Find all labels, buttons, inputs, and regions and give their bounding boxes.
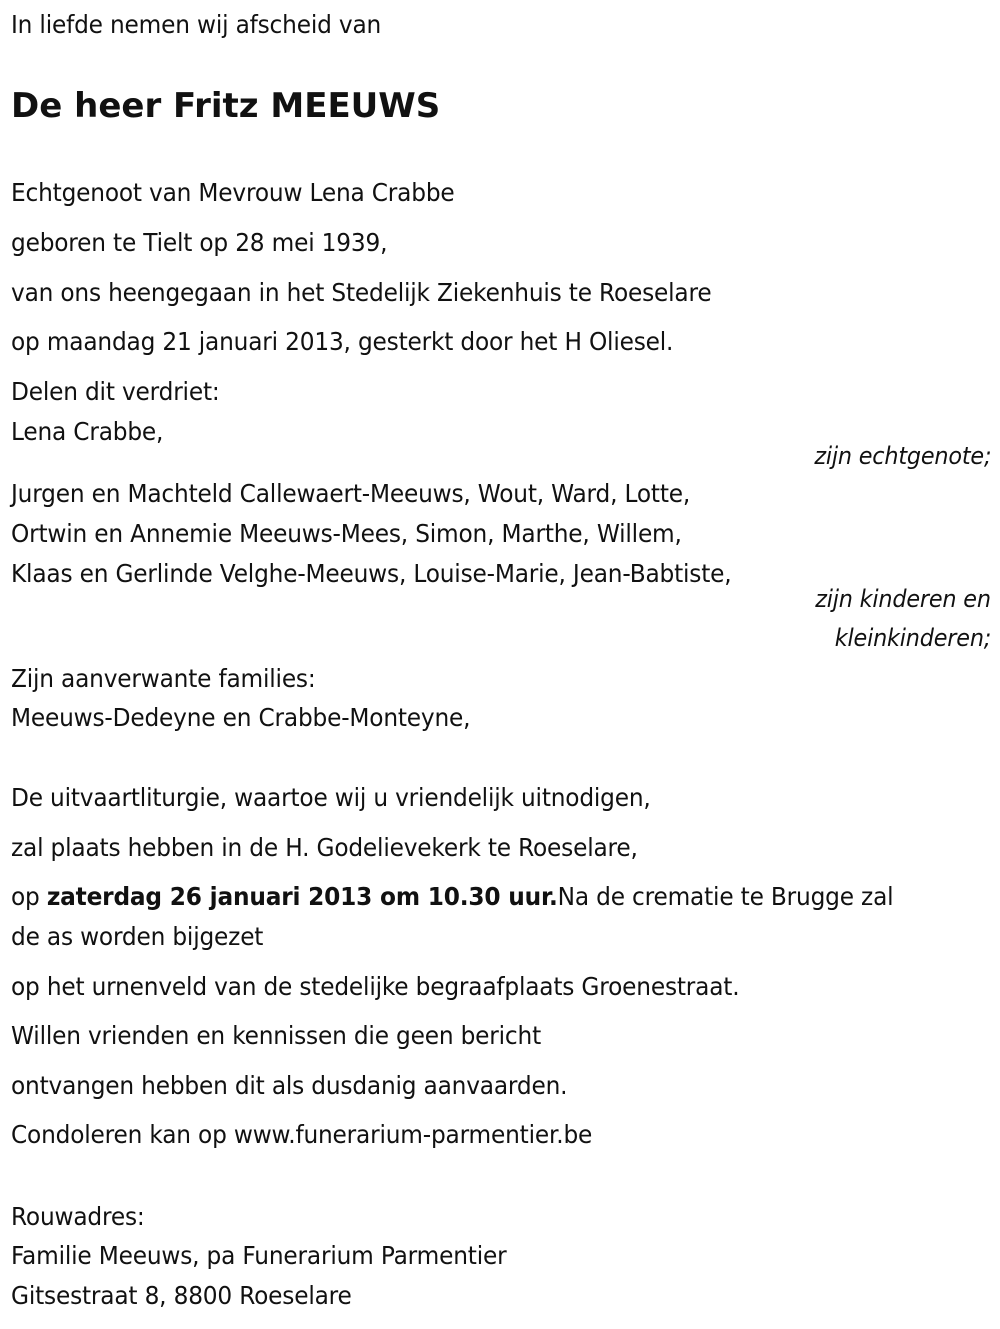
mourners-heading: Delen dit verdriet: [11, 377, 220, 406]
funeral-datetime: zaterdag 26 januari 2013 om 10.30 uur. [46, 882, 558, 911]
families-heading: Zijn aanverwante families: [11, 664, 316, 693]
deceased-name-title: De heer Fritz MEEUWS [11, 86, 441, 126]
children-role: zijn kinderen en [815, 585, 991, 613]
spouse-role: zijn echtgenote; [814, 442, 991, 470]
funeral-datetime-line [11, 882, 893, 912]
funeral-line: zal plaats hebben in de H. Godelievekerk te Roeselare, [11, 833, 638, 862]
condolence-prefix: Condoleren kan op [11, 1120, 234, 1149]
address-line: Familie Meeuws, pa Funerarium Parmentier [11, 1241, 507, 1270]
condolence-link[interactable]: www.funerarium-parmentier.be [233, 1120, 593, 1149]
funeral-line: op het urnenveld van de stedelijke begraafplaats Groenestraat. [11, 972, 740, 1001]
funeral-prefix: op [11, 882, 47, 911]
bio-line: Echtgenoot van Mevrouw Lena Crabbe [11, 178, 455, 207]
children-role: kleinkinderen; [834, 624, 991, 652]
bio-line: geboren te Tielt op 28 mei 1939, [11, 228, 388, 257]
children-line: Klaas en Gerlinde Velghe-Meeuws, Louise-Marie, Jean-Babtiste, [11, 559, 732, 588]
funeral-line: Willen vrienden en kennissen die geen bericht [11, 1021, 542, 1050]
funeral-line: ontvangen hebben dit als dusdanig aanvaarden. [11, 1071, 568, 1100]
children-line: Jurgen en Machteld Callewaert-Meeuws, Wout, Ward, Lotte, [11, 479, 691, 508]
funeral-line: De uitvaartliturgie, waartoe wij u vriendelijk uitnodigen, [11, 783, 651, 812]
spouse-name: Lena Crabbe, [11, 417, 164, 446]
funeral-line: de as worden bijgezet [11, 922, 264, 951]
families-names: Meeuws-Dedeyne en Crabbe-Monteyne, [11, 703, 471, 732]
address-line: Gitsestraat 8, 8800 Roeselare [11, 1281, 352, 1310]
bio-line: van ons heengegaan in het Stedelijk Ziekenhuis te Roeselare [11, 278, 712, 307]
bio-line: op maandag 21 januari 2013, gesterkt door het H Oliesel. [11, 327, 674, 356]
intro-text: In liefde nemen wij afscheid van [11, 10, 382, 39]
funeral-suffix: Na de crematie te Brugge zal [557, 882, 894, 911]
condolence-line [11, 1120, 592, 1150]
address-heading: Rouwadres: [11, 1202, 145, 1231]
children-line: Ortwin en Annemie Meeuws-Mees, Simon, Marthe, Willem, [11, 519, 682, 548]
